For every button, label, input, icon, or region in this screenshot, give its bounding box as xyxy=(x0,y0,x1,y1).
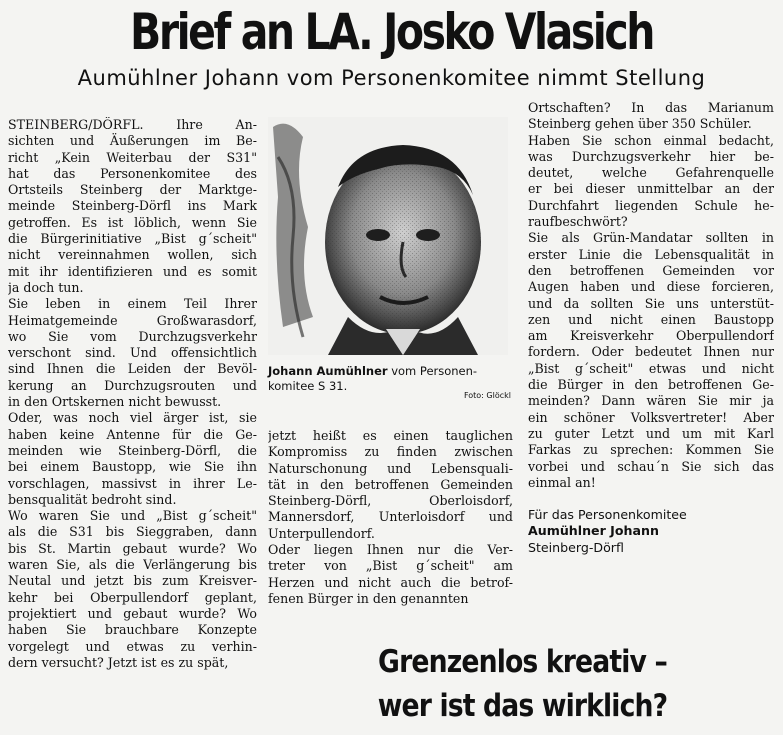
text-line: raufbeschwört? xyxy=(528,214,628,230)
text-line: bensqualität bedroht sind. xyxy=(8,491,177,507)
text-line: Augen haben und diese forcieren, xyxy=(528,279,774,295)
text-line: hat das Personenkomitee des xyxy=(8,165,257,181)
text-line: zen und nicht einen Baustopp xyxy=(528,311,774,327)
text-line: mit ihr identifizieren und es somit xyxy=(8,263,257,279)
text-line: bei einem Baustopp, wie Sie ihn xyxy=(8,459,257,475)
text-line: ein schöner Volksvertreter! Aber xyxy=(528,409,774,425)
photo-caption xyxy=(268,364,511,400)
headline: Brief an LA. Josko Vlasich xyxy=(130,3,653,61)
text-line: den betroffenen Gemeinden vor xyxy=(528,262,774,278)
text-line: was Durchzugsverkehr hier be- xyxy=(528,148,774,164)
text-line: die Bürgerinitiative „Bist g´scheit" xyxy=(8,231,257,247)
text-line: Farkas zu sprechen: Kommen Sie xyxy=(528,442,774,458)
text-line: am Kreisverkehr Oberpullendorf xyxy=(528,328,774,344)
text-line: tät in den betroffenen Gemeinden xyxy=(268,476,513,492)
text-line: Haben Sie schon einmal bedacht, xyxy=(528,132,774,148)
text-line: Steinberg gehen über 350 Schüler. xyxy=(528,116,752,132)
text-line: Ortschaften? In das Marianum xyxy=(528,100,774,115)
text-line: Unterpullendorf. xyxy=(268,525,375,541)
text-line: projektiert und gebaut wurde? Wo xyxy=(8,605,257,621)
text-line: dern versucht? Jetzt ist es zu spät, xyxy=(8,654,229,670)
article-column-2 xyxy=(268,428,513,618)
text-line: die Bürger in den betroffenen Ge- xyxy=(528,377,774,393)
portrait-image xyxy=(268,117,508,355)
text-line: meinde Steinberg-Dörfl ins Mark xyxy=(8,198,257,214)
teaser-headline xyxy=(361,640,684,728)
text-line: fordern. Oder bedeutet Ihnen nur xyxy=(528,344,774,360)
text-line: sind Ihnen die Leiden der Bevöl- xyxy=(8,361,257,377)
text-line: meinden wie Steinberg-Dörfl, die xyxy=(8,442,257,458)
article-column-1 xyxy=(8,117,257,732)
text-line: Steinberg-Dörfl, Oberloisdorf, xyxy=(268,493,513,509)
text-line: fenen Bürger in den genannten xyxy=(268,590,469,606)
text-line: einmal an! xyxy=(528,474,596,490)
signature-intro: Für das Personenkomitee xyxy=(528,507,687,523)
text-line: kerung an Durchzugsrouten und xyxy=(8,377,257,393)
text-line: Durchfahrt liegenden Schule he- xyxy=(528,197,774,213)
text-line: Oder, was noch viel ärger ist, sie xyxy=(8,410,257,426)
text-line: als die S31 bis Sieggraben, dann xyxy=(8,524,257,540)
text-line: getroffen. Es ist löblich, wenn Sie xyxy=(8,214,257,230)
text-line: in den Ortskernen nicht bewusst. xyxy=(8,394,222,410)
text-line: ja doch tun. xyxy=(8,279,84,295)
text-line: waren Sie, als die Verlängerung bis xyxy=(8,557,257,573)
photo-credit: Foto: Glöckl xyxy=(463,391,511,400)
text-line: Ortsteils Steinberg der Marktge- xyxy=(8,182,257,198)
text-line: Neutal und jetzt bis zum Kreisver- xyxy=(8,573,257,589)
text-line: haben keine Antenne für die Ge- xyxy=(8,426,257,442)
text-line: Wo waren Sie und „Bist g´scheit" xyxy=(8,508,257,524)
text-line: Herzen und nicht auch die betrof- xyxy=(268,574,513,590)
text-line: jetzt heißt es einen tauglichen xyxy=(268,428,513,443)
text-line: treter von „Bist g´scheit" am xyxy=(268,558,513,574)
text-line: Heimatgemeinde Großwarasdorf, xyxy=(8,312,257,328)
text-line: Naturschonung und Lebensquali- xyxy=(268,460,513,476)
portrait-photo xyxy=(268,117,508,355)
text-line: kehr bei Oberpullendorf geplant, xyxy=(8,589,257,605)
text-line: bis St. Martin gebaut wurde? Wo xyxy=(8,540,257,556)
teaser-line-1: Grenzenlos kreativ – xyxy=(378,644,667,680)
text-line: zu guter Letzt und um mit Karl xyxy=(528,425,774,441)
text-line: richt „Kein Weiterbau der S31" xyxy=(8,149,257,165)
text-line: Sie leben in einem Teil Ihrer xyxy=(8,296,257,312)
text-line: haben Sie brauchbare Konzepte xyxy=(8,622,257,638)
signature-block xyxy=(528,507,774,556)
text-line: vorbei und schau´n Sie sich das xyxy=(528,458,774,474)
caption-name: Johann Aumühlner xyxy=(268,364,388,378)
signature-name: Aumühlner Johann xyxy=(528,523,659,539)
article-column-3 xyxy=(528,100,774,620)
text-line: „Bist g´scheit" etwas und nicht xyxy=(528,360,774,376)
text-line: Oder liegen Ihnen nur die Ver- xyxy=(268,542,513,558)
text-line: erster Linie die Lebensqualität in xyxy=(528,246,774,262)
text-line: vorgelegt und etwas zu verhin- xyxy=(8,638,257,654)
subheadline: Aumühlner Johann vom Personenkomitee nimmt Stellung xyxy=(77,66,706,90)
text-line: meinden? Dann wären Sie mir ja xyxy=(528,393,774,409)
teaser-line-2: wer ist das wirklich? xyxy=(377,688,668,724)
text-line: Sie als Grün-Mandatar sollten in xyxy=(528,230,774,246)
text-line: nicht vereinnahmen wollen, sich xyxy=(8,247,257,263)
text-line: verschont sind. Und offensichtlich xyxy=(8,345,257,361)
text-line: vorschlagen, massivst in ihrer Le- xyxy=(8,475,257,491)
text-line: Mannersdorf, Unterloisdorf und xyxy=(268,509,513,525)
text-line: deutet, welche Gefahrenquelle xyxy=(528,165,774,181)
text-line: Kompromiss zu finden zwischen xyxy=(268,444,513,460)
caption-text-2: komitee S 31. xyxy=(268,379,348,393)
caption-text-1: vom Personen- xyxy=(387,364,478,378)
text-line: er bei dieser unmittelbar an der xyxy=(528,181,774,197)
text-line: und da sollten Sie uns unterstüt- xyxy=(528,295,774,311)
signature-place: Steinberg-Dörfl xyxy=(528,539,624,555)
text-line: sichten und Äußerungen im Be- xyxy=(8,133,257,149)
text-line: wo Sie vom Durchzugsverkehr xyxy=(8,328,257,344)
text-line: STEINBERG/DÖRFL. Ihre An- xyxy=(8,117,257,132)
